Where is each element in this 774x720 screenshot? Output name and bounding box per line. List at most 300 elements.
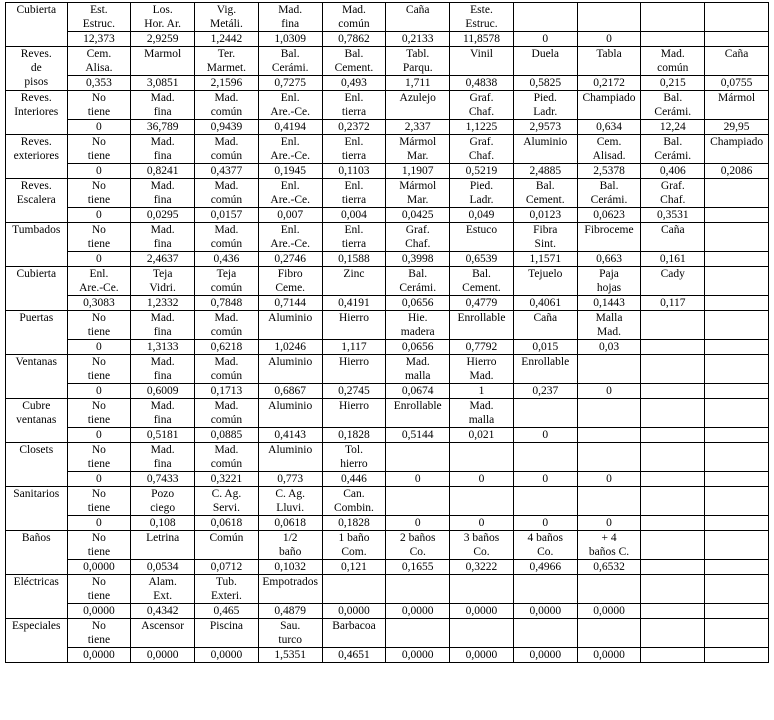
material-header-cell	[450, 3, 514, 32]
coefficient-value-cell	[705, 296, 769, 311]
material-header-cell	[577, 487, 641, 516]
material-label-line: Mad.	[597, 326, 621, 338]
material-label-line: Co.	[537, 546, 554, 558]
material-label-line: Parqu.	[402, 62, 433, 74]
material-label-line: tiene	[87, 326, 111, 338]
material-header-cell	[577, 3, 641, 32]
coefficient-value-cell: 0,4061	[513, 296, 577, 311]
material-header-cell	[450, 531, 514, 560]
material-header-cell	[258, 531, 322, 560]
material-header-cell	[322, 267, 386, 296]
coefficient-value-cell	[577, 428, 641, 443]
material-label-line: común	[210, 414, 243, 426]
coefficient-value-cell: 1,3133	[131, 340, 195, 355]
material-header-cell	[67, 443, 131, 472]
coefficient-value-cell: 0,0000	[67, 560, 131, 575]
material-header-cell	[258, 311, 322, 340]
material-label-line: Mad.	[278, 4, 303, 16]
material-label-line: Sint.	[534, 238, 556, 250]
coefficient-value-cell: 0,215	[641, 76, 705, 91]
section-value-row	[6, 340, 769, 355]
material-label-line: Común	[209, 532, 244, 544]
material-header-cell	[450, 91, 514, 120]
material-label-line: fina	[281, 18, 300, 30]
coefficient-value-cell: 0,2086	[705, 164, 769, 179]
category-label	[6, 399, 68, 443]
coefficient-value-cell: 0,0425	[386, 208, 450, 223]
material-header-cell	[131, 311, 195, 340]
material-header-cell	[641, 575, 705, 604]
valuation-table-container	[5, 2, 769, 663]
material-label-line: Barbacoa	[332, 620, 376, 632]
material-label-line: Azulejo	[399, 92, 436, 104]
material-label-line: tierra	[341, 106, 367, 118]
material-label-line: Chaf.	[405, 238, 431, 250]
material-header-cell	[577, 619, 641, 648]
material-label-line: común	[657, 62, 689, 74]
material-header-cell	[67, 355, 131, 384]
coefficient-value-cell: 0,5219	[450, 164, 514, 179]
material-header-cell	[386, 443, 450, 472]
coefficient-value-cell: 0	[67, 208, 131, 223]
material-header-cell	[131, 3, 195, 32]
coefficient-value-cell: 0	[513, 472, 577, 487]
material-label-line: Pied.	[533, 92, 557, 104]
coefficient-value-cell: 0	[577, 32, 641, 47]
coefficient-value-cell: 0	[67, 252, 131, 267]
section-header-row	[6, 179, 769, 208]
material-header-cell	[258, 355, 322, 384]
material-label-line: + 4	[601, 532, 617, 544]
material-header-cell	[705, 3, 769, 32]
material-header-cell	[322, 3, 386, 32]
material-label-line: Mad.	[150, 180, 175, 192]
coefficient-value-cell	[641, 32, 705, 47]
material-label-line: Duela	[531, 48, 559, 60]
material-label-line: hierro	[340, 458, 368, 470]
material-label-line: Hierro	[338, 356, 369, 368]
material-header-cell	[258, 91, 322, 120]
coefficient-value-cell	[705, 472, 769, 487]
coefficient-value-cell: 0,007	[258, 208, 322, 223]
coefficient-value-cell: 0,0755	[705, 76, 769, 91]
material-label-line: común	[210, 458, 243, 470]
material-label-line: Cem.	[86, 48, 112, 60]
category-label-line: Reves.	[20, 180, 52, 192]
material-label-line: común	[338, 18, 370, 30]
category-label: Cubierta	[6, 3, 68, 47]
material-label-line: Mármol	[399, 136, 437, 148]
material-label-line: Mad.	[150, 312, 175, 324]
material-label-line: fina	[153, 238, 172, 250]
material-label-line: Tol.	[344, 444, 363, 456]
material-label-line: No	[91, 488, 106, 500]
material-label-line: Mad.	[660, 48, 685, 60]
material-header-cell	[67, 575, 131, 604]
material-header-cell	[450, 179, 514, 208]
material-header-cell	[577, 575, 641, 604]
coefficient-value-cell	[641, 604, 705, 619]
coefficient-value-cell	[705, 428, 769, 443]
material-label-line: tiene	[87, 502, 111, 514]
material-header-cell	[322, 135, 386, 164]
coefficient-value-cell: 0,0534	[131, 560, 195, 575]
material-label-line: Tub.	[215, 576, 237, 588]
material-header-cell	[258, 399, 322, 428]
coefficient-value-cell	[641, 428, 705, 443]
material-label-line: No	[91, 92, 106, 104]
material-header-cell	[322, 487, 386, 516]
coefficient-value-cell: 0,7275	[258, 76, 322, 91]
coefficient-value-cell: 1,0309	[258, 32, 322, 47]
material-header-cell	[450, 399, 514, 428]
material-label-line: Cerámi.	[654, 106, 692, 118]
material-label-line: común	[210, 370, 243, 382]
coefficient-value-cell: 0,0000	[513, 648, 577, 663]
material-label-line: Mad.	[150, 444, 175, 456]
coefficient-value-cell: 0	[67, 340, 131, 355]
section-header-row	[6, 91, 769, 120]
material-label-line: Pied.	[469, 180, 494, 192]
section-value-row	[6, 296, 769, 311]
material-label-line: Aluminio	[268, 356, 313, 368]
material-label-line: 2 baños	[399, 532, 436, 544]
material-label-line: Mad.	[150, 400, 175, 412]
material-header-cell	[195, 47, 259, 76]
material-label-line: Exteri.	[210, 590, 242, 602]
material-label-line: Tabla	[596, 48, 622, 60]
material-label-line: común	[210, 194, 243, 206]
material-label-line: Los.	[152, 4, 173, 16]
material-header-cell	[131, 399, 195, 428]
coefficient-value-cell: 0,1828	[322, 516, 386, 531]
material-header-cell	[131, 575, 195, 604]
material-label-line: Empotrados	[262, 576, 318, 588]
category-label-line: Reves.	[20, 92, 52, 104]
material-header-cell	[450, 487, 514, 516]
coefficient-value-cell: 0,0295	[131, 208, 195, 223]
material-header-cell	[386, 355, 450, 384]
material-label-line: Co.	[409, 546, 426, 558]
material-header-cell	[131, 91, 195, 120]
material-header-cell	[577, 135, 641, 164]
coefficient-value-cell: 0,446	[322, 472, 386, 487]
material-label-line: Champiado	[710, 136, 764, 148]
material-header-cell	[577, 531, 641, 560]
material-label-line: No	[91, 312, 106, 324]
material-label-line: Ladr.	[533, 106, 558, 118]
material-header-cell	[641, 619, 705, 648]
coefficient-value-cell: 0,0000	[513, 604, 577, 619]
section-value-row	[6, 164, 769, 179]
material-label-line: Teja	[216, 268, 237, 280]
coefficient-value-cell: 1,1571	[513, 252, 577, 267]
coefficient-value-cell	[705, 252, 769, 267]
material-label-line: Hierro	[466, 356, 497, 368]
coefficient-value-cell: 0	[67, 428, 131, 443]
coefficient-value-cell: 0,3221	[195, 472, 259, 487]
material-header-cell	[386, 619, 450, 648]
material-header-cell	[450, 575, 514, 604]
coefficient-value-cell: 0,3222	[450, 560, 514, 575]
material-label-line: No	[91, 444, 106, 456]
section-value-row	[6, 428, 769, 443]
coefficient-value-cell: 0	[577, 384, 641, 399]
material-label-line: Ext.	[153, 590, 173, 602]
material-label-line: Champiado	[582, 92, 636, 104]
section-value-row	[6, 120, 769, 135]
coefficient-value-cell	[705, 516, 769, 531]
coefficient-value-cell: 0,6532	[577, 560, 641, 575]
material-label-line: 4 baños	[527, 532, 563, 544]
section-value-row	[6, 604, 769, 619]
material-header-cell	[386, 311, 450, 340]
category-label	[6, 135, 68, 179]
material-header-cell	[322, 223, 386, 252]
coefficient-value-cell: 1,2332	[131, 296, 195, 311]
coefficient-value-cell: 0,0000	[67, 648, 131, 663]
material-label-line: Enrollable	[521, 356, 570, 368]
material-header-cell	[67, 91, 131, 120]
coefficient-value-cell	[705, 604, 769, 619]
material-header-cell	[322, 311, 386, 340]
coefficient-value-cell: 0,4779	[450, 296, 514, 311]
material-label-line: Aluminio	[268, 400, 313, 412]
coefficient-value-cell: 0,4342	[131, 604, 195, 619]
material-label-line: madera	[400, 326, 435, 338]
section-header-row	[6, 47, 769, 76]
material-label-line: Are.-Ce.	[270, 194, 310, 206]
coefficient-value-cell: 12,373	[67, 32, 131, 47]
coefficient-value-cell: 0,2746	[258, 252, 322, 267]
material-header-cell	[705, 135, 769, 164]
material-header-cell	[513, 267, 577, 296]
material-header-cell	[195, 443, 259, 472]
material-label-line: fina	[153, 150, 172, 162]
material-label-line: No	[91, 180, 106, 192]
category-label-line: Interiores	[14, 106, 59, 118]
coefficient-value-cell: 0,3531	[641, 208, 705, 223]
material-label-line: Enl.	[344, 92, 364, 104]
material-label-line: Bal.	[472, 268, 491, 280]
material-label-line: tiene	[87, 106, 111, 118]
material-header-cell	[641, 355, 705, 384]
material-header-cell	[577, 355, 641, 384]
material-label-line: Enl.	[280, 180, 300, 192]
material-label-line: Mad.	[405, 356, 430, 368]
material-label-line: Tabl.	[406, 48, 430, 60]
material-header-cell	[258, 179, 322, 208]
material-label-line: Alam.	[148, 576, 177, 588]
category-label	[6, 47, 68, 91]
material-label-line: Mad.	[214, 400, 239, 412]
material-label-line: Mar.	[407, 194, 429, 206]
material-header-cell	[641, 179, 705, 208]
material-label-line: tiene	[87, 238, 111, 250]
coefficient-value-cell: 0,4966	[513, 560, 577, 575]
material-label-line: Graf.	[660, 180, 685, 192]
coefficient-value-cell: 0,0000	[386, 604, 450, 619]
material-label-line: Are.-Ce.	[79, 282, 119, 294]
material-label-line: tiene	[87, 150, 111, 162]
material-label-line: Aluminio	[268, 444, 313, 456]
material-label-line: Aluminio	[523, 136, 568, 148]
material-header-cell	[513, 3, 577, 32]
coefficient-value-cell	[641, 472, 705, 487]
material-header-cell	[705, 619, 769, 648]
coefficient-value-cell: 0,237	[513, 384, 577, 399]
coefficient-value-cell: 0,1713	[195, 384, 259, 399]
material-label-line: Este.	[470, 4, 493, 16]
coefficient-value-cell: 0,0000	[386, 648, 450, 663]
material-header-cell	[131, 135, 195, 164]
coefficient-value-cell	[641, 340, 705, 355]
coefficient-value-cell: 0,353	[67, 76, 131, 91]
coefficient-value-cell: 0,4194	[258, 120, 322, 135]
section-value-row	[6, 516, 769, 531]
material-header-cell	[577, 267, 641, 296]
coefficient-value-cell: 0	[67, 120, 131, 135]
coefficient-value-cell: 0,108	[131, 516, 195, 531]
coefficient-value-cell: 3,0851	[131, 76, 195, 91]
material-label-line: fina	[153, 106, 172, 118]
coefficient-value-cell: 0,4651	[322, 648, 386, 663]
material-label-line: Cement.	[462, 282, 501, 294]
material-header-cell	[258, 47, 322, 76]
material-header-cell	[195, 487, 259, 516]
material-header-cell	[195, 355, 259, 384]
material-label-line: tiene	[87, 370, 111, 382]
coefficient-value-cell: 0	[67, 164, 131, 179]
material-label-line: Alisad.	[592, 150, 626, 162]
material-header-cell	[705, 47, 769, 76]
material-label-line: Bal.	[599, 180, 619, 192]
material-header-cell	[195, 311, 259, 340]
material-label-line: Vinil	[470, 48, 493, 60]
material-label-line: Ladr.	[469, 194, 494, 206]
material-header-cell	[705, 311, 769, 340]
coefficient-value-cell: 2,4637	[131, 252, 195, 267]
material-label-line: Cerámi.	[399, 282, 437, 294]
category-label: Tumbados	[6, 223, 68, 267]
coefficient-value-cell: 0,7862	[322, 32, 386, 47]
coefficient-value-cell: 0,0000	[195, 648, 259, 663]
material-label-line: Piscina	[209, 620, 244, 632]
material-label-line: Bal.	[280, 48, 300, 60]
section-header-row	[6, 135, 769, 164]
material-label-line: fina	[153, 194, 172, 206]
material-header-cell	[705, 443, 769, 472]
coefficient-value-cell: 0,6218	[195, 340, 259, 355]
material-label-line: común	[210, 106, 243, 118]
material-header-cell	[386, 223, 450, 252]
material-label-line: C. Ag.	[275, 488, 306, 500]
coefficient-value-cell: 0,5144	[386, 428, 450, 443]
material-label-line: Mad.	[150, 224, 175, 236]
material-label-line: Paja	[599, 268, 619, 280]
coefficient-value-cell: 0,0000	[577, 604, 641, 619]
material-header-cell	[322, 355, 386, 384]
coefficient-value-cell: 0,2133	[386, 32, 450, 47]
material-label-line: No	[91, 620, 106, 632]
coefficient-value-cell: 1	[450, 384, 514, 399]
material-label-line: Vig.	[216, 4, 237, 16]
material-header-cell	[386, 487, 450, 516]
material-label-line: Cady	[660, 268, 685, 280]
material-header-cell	[258, 443, 322, 472]
material-label-line: Bal.	[663, 92, 683, 104]
coefficient-value-cell: 0,436	[195, 252, 259, 267]
material-header-cell	[131, 267, 195, 296]
coefficient-value-cell: 0,773	[258, 472, 322, 487]
coefficient-value-cell	[641, 560, 705, 575]
coefficient-value-cell: 0,0656	[386, 340, 450, 355]
coefficient-value-cell: 0,0123	[513, 208, 577, 223]
material-label-line: Cerámi.	[271, 62, 309, 74]
material-label-line: Mad.	[341, 4, 366, 16]
coefficient-value-cell: 29,95	[705, 120, 769, 135]
material-header-cell	[195, 223, 259, 252]
section-value-row	[6, 560, 769, 575]
material-header-cell	[450, 223, 514, 252]
coefficient-value-cell: 0,021	[450, 428, 514, 443]
category-label-line: Cubre	[22, 400, 51, 412]
material-label-line: Hie.	[407, 312, 428, 324]
coefficient-value-cell: 0,634	[577, 120, 641, 135]
material-label-line: Ceme.	[275, 282, 306, 294]
material-label-line: Mármol	[718, 92, 756, 104]
material-header-cell	[386, 267, 450, 296]
material-label-line: Chaf.	[660, 194, 686, 206]
material-label-line: 3 baños	[463, 532, 500, 544]
material-label-line: Caña	[660, 224, 685, 236]
coefficient-value-cell: 0	[450, 472, 514, 487]
coefficient-value-cell: 0,7792	[450, 340, 514, 355]
coefficient-value-cell: 0,0000	[450, 648, 514, 663]
material-header-cell	[258, 575, 322, 604]
material-header-cell	[641, 223, 705, 252]
material-label-line: Combin.	[333, 502, 374, 514]
material-header-cell	[131, 47, 195, 76]
material-header-cell	[322, 619, 386, 648]
coefficient-value-cell: 0,7433	[131, 472, 195, 487]
coefficient-value-cell: 2,5378	[577, 164, 641, 179]
material-header-cell	[322, 443, 386, 472]
section-header-row	[6, 3, 769, 32]
material-label-line: baños C.	[588, 546, 630, 558]
material-header-cell	[513, 355, 577, 384]
material-label-line: Enl.	[280, 136, 300, 148]
material-header-cell	[641, 91, 705, 120]
coefficient-value-cell: 1,5351	[258, 648, 322, 663]
coefficient-value-cell: 0,0623	[577, 208, 641, 223]
material-label-line: Chaf.	[468, 150, 495, 162]
material-header-cell	[705, 179, 769, 208]
section-value-row	[6, 76, 769, 91]
category-label-line: ventanas	[16, 414, 57, 426]
material-header-cell	[386, 135, 450, 164]
material-header-cell	[67, 619, 131, 648]
material-label-line: Pozo	[151, 488, 175, 500]
section-header-row	[6, 443, 769, 472]
coefficient-value-cell: 0,4377	[195, 164, 259, 179]
coefficient-value-cell: 1,2442	[195, 32, 259, 47]
material-label-line: tierra	[341, 150, 367, 162]
material-label-line: Est.	[90, 4, 108, 16]
material-label-line: C. Ag.	[211, 488, 242, 500]
coefficient-value-cell: 0,6539	[450, 252, 514, 267]
material-header-cell	[641, 443, 705, 472]
